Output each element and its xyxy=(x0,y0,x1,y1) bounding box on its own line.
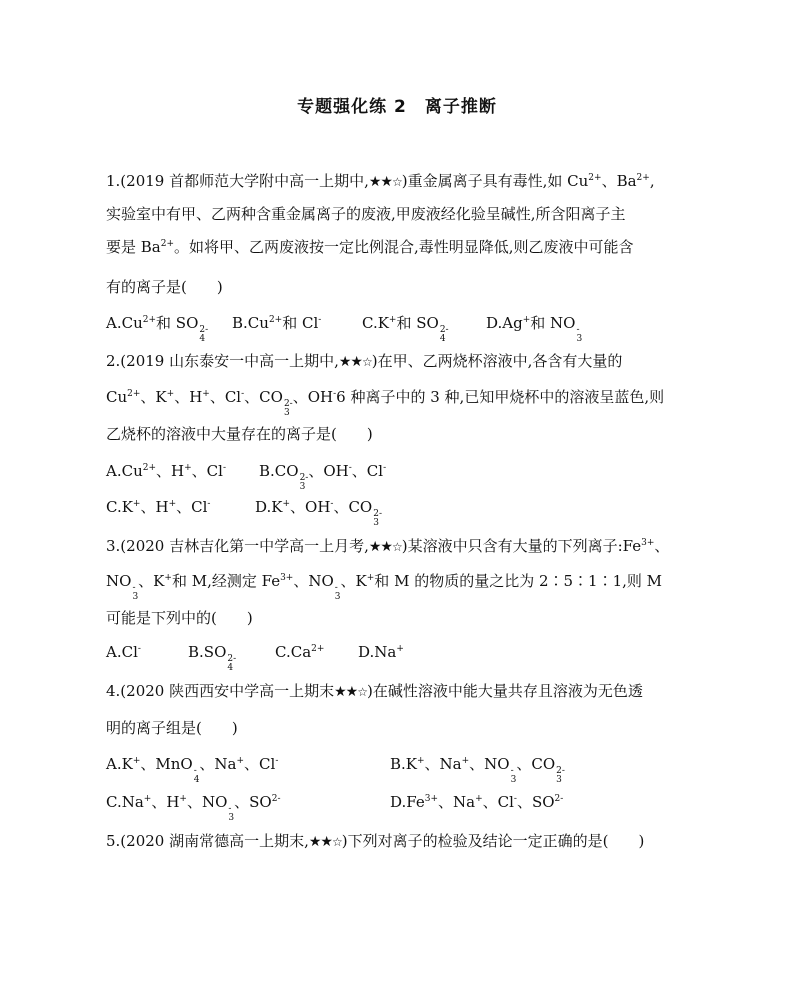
q3-option-c: $C.Ca^{2+}$ xyxy=(275,643,325,661)
q5-line-1: 5.(2020 湖南常德高一上期末,★★☆)下列对离子的检验及结论一定正确的是( ) xyxy=(106,832,645,850)
q1-line-1: 1.(2019 首都师范大学附中高一上期中,★★☆)重金属离子具有毒性,如 $Cu^{2+}$、$Ba^{2+}$, xyxy=(106,172,655,190)
q1-option-c: C.K+和 SO 2- 4 xyxy=(362,314,449,344)
q2-option-b: B.CO 2- 3 、OH-、Cl- xyxy=(259,462,387,492)
page-title xyxy=(0,92,794,117)
q1-line-2: 实验室中有甲、乙两种含重金属离子的废液,甲废液经化验呈碱性,所含阳离子主 xyxy=(106,205,626,223)
q1-option-b: $B.Cu^{2+}$和 Cl- xyxy=(232,314,322,332)
q2-option-a: $A.Cu^{2+}$、H+、Cl- xyxy=(106,462,226,480)
q3-line-2: NO - 3 、K+和 M,经测定 $Fe^{3+}$、NO - 3 、K+和 M 的物质的量之比为 2∶5∶1∶1,则 M xyxy=(106,572,663,602)
difficulty-stars-icon: ★★☆ xyxy=(338,354,372,370)
difficulty-stars-icon: ★★☆ xyxy=(368,174,402,190)
q4-option-b: B.K+、Na+、NO - 3 、CO 2- 3 xyxy=(390,755,565,785)
q4-option-c: C.Na+、H+、NO - 3 、$SO^{2-}$ xyxy=(106,793,281,823)
title-sub: 离子推断 xyxy=(424,97,497,117)
q2-line-2: $Cu^{2+}$、K+、H+、Cl-、CO 2- 3 、OH-6 种离子中的 3 种,已知甲烧杯中的溶液呈蓝色,则 xyxy=(106,388,665,418)
difficulty-stars-icon: ★★☆ xyxy=(368,539,402,555)
title-main: 专题强化练 2 xyxy=(297,97,407,117)
q1-line-4: 有的离子是( ) xyxy=(106,278,223,296)
q3-option-d: D.Na+ xyxy=(358,643,404,661)
q4-line-2: 明的离子组是( ) xyxy=(106,719,238,737)
q2-line-1: 2.(2019 山东泰安一中高一上期中,★★☆)在甲、乙两烧杯溶液中,各含有大量的 xyxy=(106,352,623,370)
q3-line-3: 可能是下列中的( ) xyxy=(106,609,253,627)
q1-line-3: 要是 $Ba^{2+}$。如将甲、乙两废液按一定比例混合,毒性明显降低,则乙废液中可能含 xyxy=(106,238,634,256)
q2-line-3: 乙烧杯的溶液中大量存在的离子是( ) xyxy=(106,425,373,443)
q3-option-b: B.SO 2- 4 xyxy=(188,643,237,673)
q2-option-c: C.K+、H+、Cl- xyxy=(106,498,211,516)
q4-line-1: 4.(2020 陕西西安中学高一上期末★★☆)在碱性溶液中能大量共存且溶液为无色透 xyxy=(106,682,643,700)
q3-option-a: A.Cl- xyxy=(106,643,141,661)
q4-option-a: A.K+、MnO - 4 、Na+、Cl- xyxy=(106,755,279,785)
difficulty-stars-icon: ★★☆ xyxy=(334,684,367,700)
q3-line-1: 3.(2020 吉林吉化第一中学高一上月考,★★☆)某溶液中只含有大量的下列离子$:Fe^{3+}$、 xyxy=(106,537,670,555)
q1-option-d: D.Ag+和 NO - 3 xyxy=(486,314,583,344)
q1-option-a: $A.Cu^{2+}$和 SO 2- 4 xyxy=(106,314,209,344)
q4-option-d: $D.Fe^{3+}$、Na+、Cl-、$SO^{2-}$ xyxy=(390,793,564,811)
difficulty-stars-icon: ★★☆ xyxy=(308,834,342,850)
q2-option-d: D.K+、OH-、CO 2- 3 xyxy=(255,498,383,528)
